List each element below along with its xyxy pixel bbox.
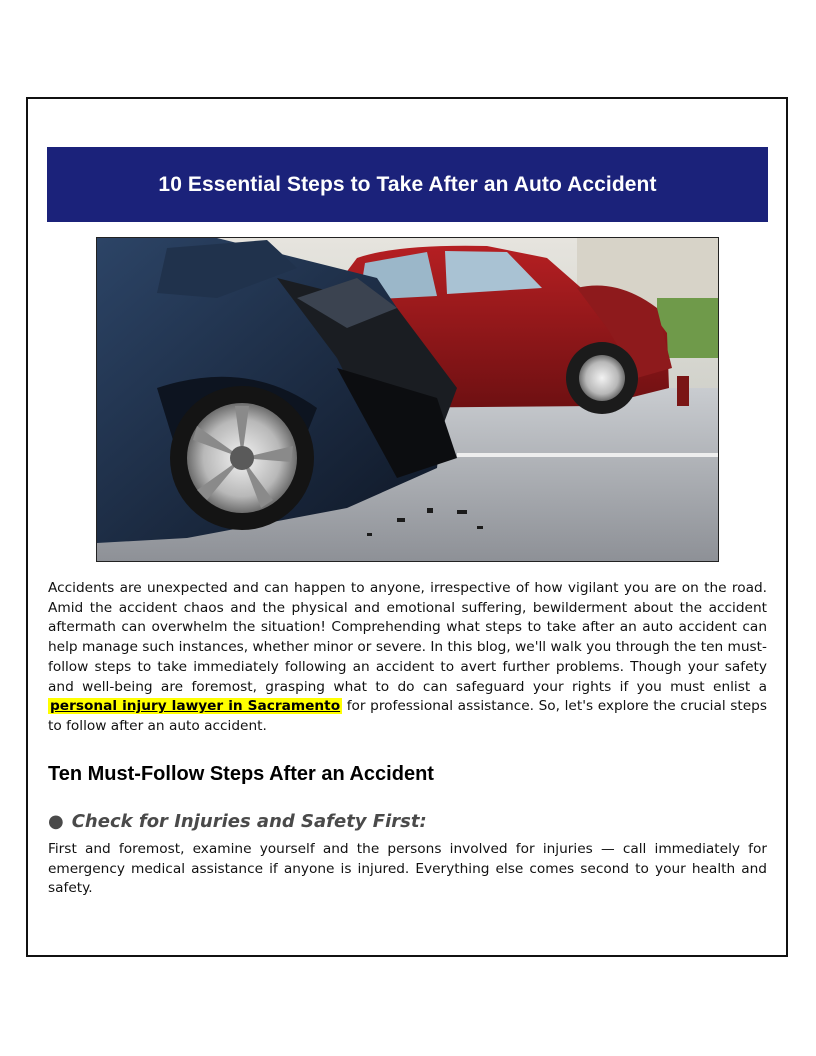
section-heading: Ten Must-Follow Steps After an Accident [48,763,434,785]
step-heading [48,811,427,832]
sacramento-lawyer-link[interactable]: personal injury lawyer in Sacramento [50,698,341,715]
bullet-icon: ● [48,811,64,832]
title-banner [47,147,768,222]
accident-photo [96,237,719,562]
intro-paragraph [48,579,767,737]
intro-text-start: Accidents are unexpected and can happen to anyone, irrespective of how vigilant you are on the road. Amid the accident chaos and the physical and emotional suffering, bewilderment about the accident aftermath can overwhelm the situation! Comprehending what steps to take after an auto accident can help manage such instances, whether minor or severe. In this blog, we'll walk you through the ten must-follow steps to take immediately following an accident to avert further problems. Though your safety and well-being are foremost, grasping what to do can safeguard your rights if you must enlist a [48,580,767,695]
step-body: First and foremost, examine yourself and the persons involved for injuries — call immediately for emergency medical assistance if anyone is injured. Everything else comes second to your health and safety. [48,841,767,897]
intro-text-end: for professional assistance. So, let's explore the crucial steps to follow after an auto accident. [48,698,767,734]
crashed-cars-illustration [97,238,719,562]
step-heading-text: Check for Injuries and Safety First: [71,811,427,832]
page-title: 10 Essential Steps to Take After an Auto Accident [158,172,657,196]
